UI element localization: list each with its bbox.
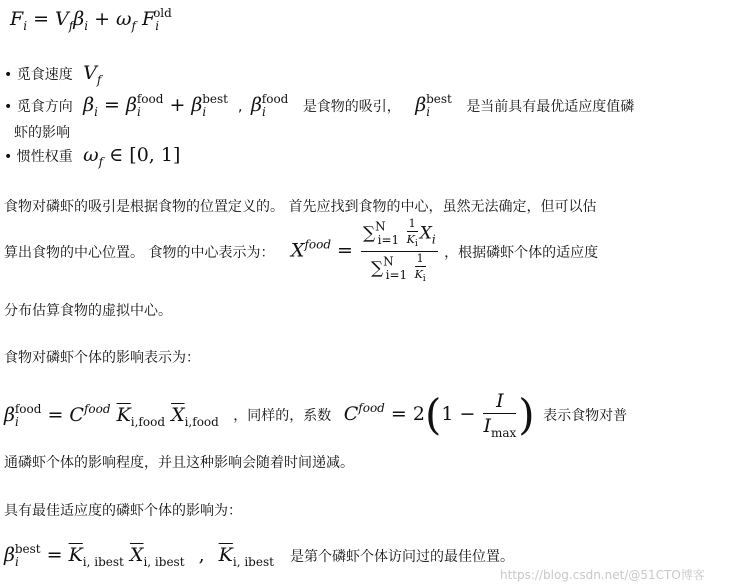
formula-top: $F_i = V_f\beta_i + \omega_f$ $F_i^{old}$ [10, 6, 172, 33]
bullet-foraging-direction: • 觅食方向 $\beta_i = \beta_i^{food} + \beta_i^{best}$ , $\beta_i^{food}$ 是食物的吸引， $\beta_i^{best}$ 是当前具有最优适应度值磷 [4, 92, 635, 119]
bullet-foraging-speed: • 觅食速度 Vf [4, 62, 102, 87]
bullet-continuation: 虾的影响 [14, 125, 70, 141]
symbol-vf: V [83, 62, 97, 84]
bullet-dot: • [4, 67, 13, 83]
bullet-label: 觅食方向 [16, 99, 73, 115]
watermark: https://blog.csdn.net/@51CTO博客 [500, 568, 705, 582]
para3-equation-line: $\beta_i^{best} = \overline{K}_{i, ibest}$ $\overline{X}_{i, ibest}$ , $\overline{K}_{i, ibest}$ 是第个磷虾个体访问过的最佳位置。 [4, 542, 514, 569]
para2-line2: 通磷虾个体的影响程度，并且这种影响会随着时间递减。 [4, 455, 354, 471]
para1-line2: 算出食物的中心位置。 食物的中心表示为： $X^{food}$ = ∑$^N_{i=1}$ $\frac{1}{K_i}$ $X_i$ ∑$^N_{i=1}$ $\frac{1}{K_i}$ ，根据磷虾个体的适应度 [4, 217, 599, 285]
para3-line1: 具有最佳适应度的磷虾个体的影响为： [4, 503, 242, 519]
best-effect-label: 是当前具有最优适应度值磷 [466, 99, 635, 115]
bullet-label: 觅食速度 [16, 67, 73, 83]
bullet-label: 惯性权重 [16, 149, 73, 165]
formula-omega-range: $\omega_f$ ∈ [0, 1] [83, 144, 181, 169]
para1-line1: 食物对磷虾的吸引是根据食物的位置定义的。 首先应找到食物的中心，虽然无法确定，但可以估 [4, 199, 597, 215]
formula-beta-best: $\beta_i^{best} = \overline{K}_{i, ibest}$ $\overline{X}_{i, ibest}$ , $\overline{K}_{i, ibest}$ [4, 542, 274, 569]
para1-line3: 分布估算食物的虚拟中心。 [4, 303, 172, 319]
para2-equation-line: $\beta_i^{food} = C^{food}$ $\overline{K}_{i,food}$ $\overline{X}_{i,food}$ ，同样的，系数 $C^{food} = 2(1$ − $\frac{I}{I_{max}}$ ) 表示食物对普 [4, 390, 628, 440]
bullet-dot: • [4, 99, 13, 115]
food-attraction-label: 是食物的吸引， [302, 99, 401, 115]
bullet-dot: • [4, 149, 13, 165]
formula-beta: $\beta_i = \beta_i^{food} + \beta_i^{best}$ [83, 92, 228, 119]
para2-line1: 食物对磷虾个体的影响表示为： [4, 350, 200, 366]
bullet-inertia-weight [4, 144, 180, 169]
formula-beta-food: $\beta_i^{food} = C^{food}$ $\overline{K}_{i,food}$ $\overline{X}_{i,food}$ [4, 401, 219, 429]
formula-food-center: $X^{food}$ = ∑$^N_{i=1}$ $\frac{1}{K_i}$ $X_i$ ∑$^N_{i=1}$ $\frac{1}{K_i}$ [290, 217, 436, 285]
formula-coefficient: $C^{food} = 2(1$ − $\frac{I}{I_{max}}$ ) [343, 390, 535, 440]
